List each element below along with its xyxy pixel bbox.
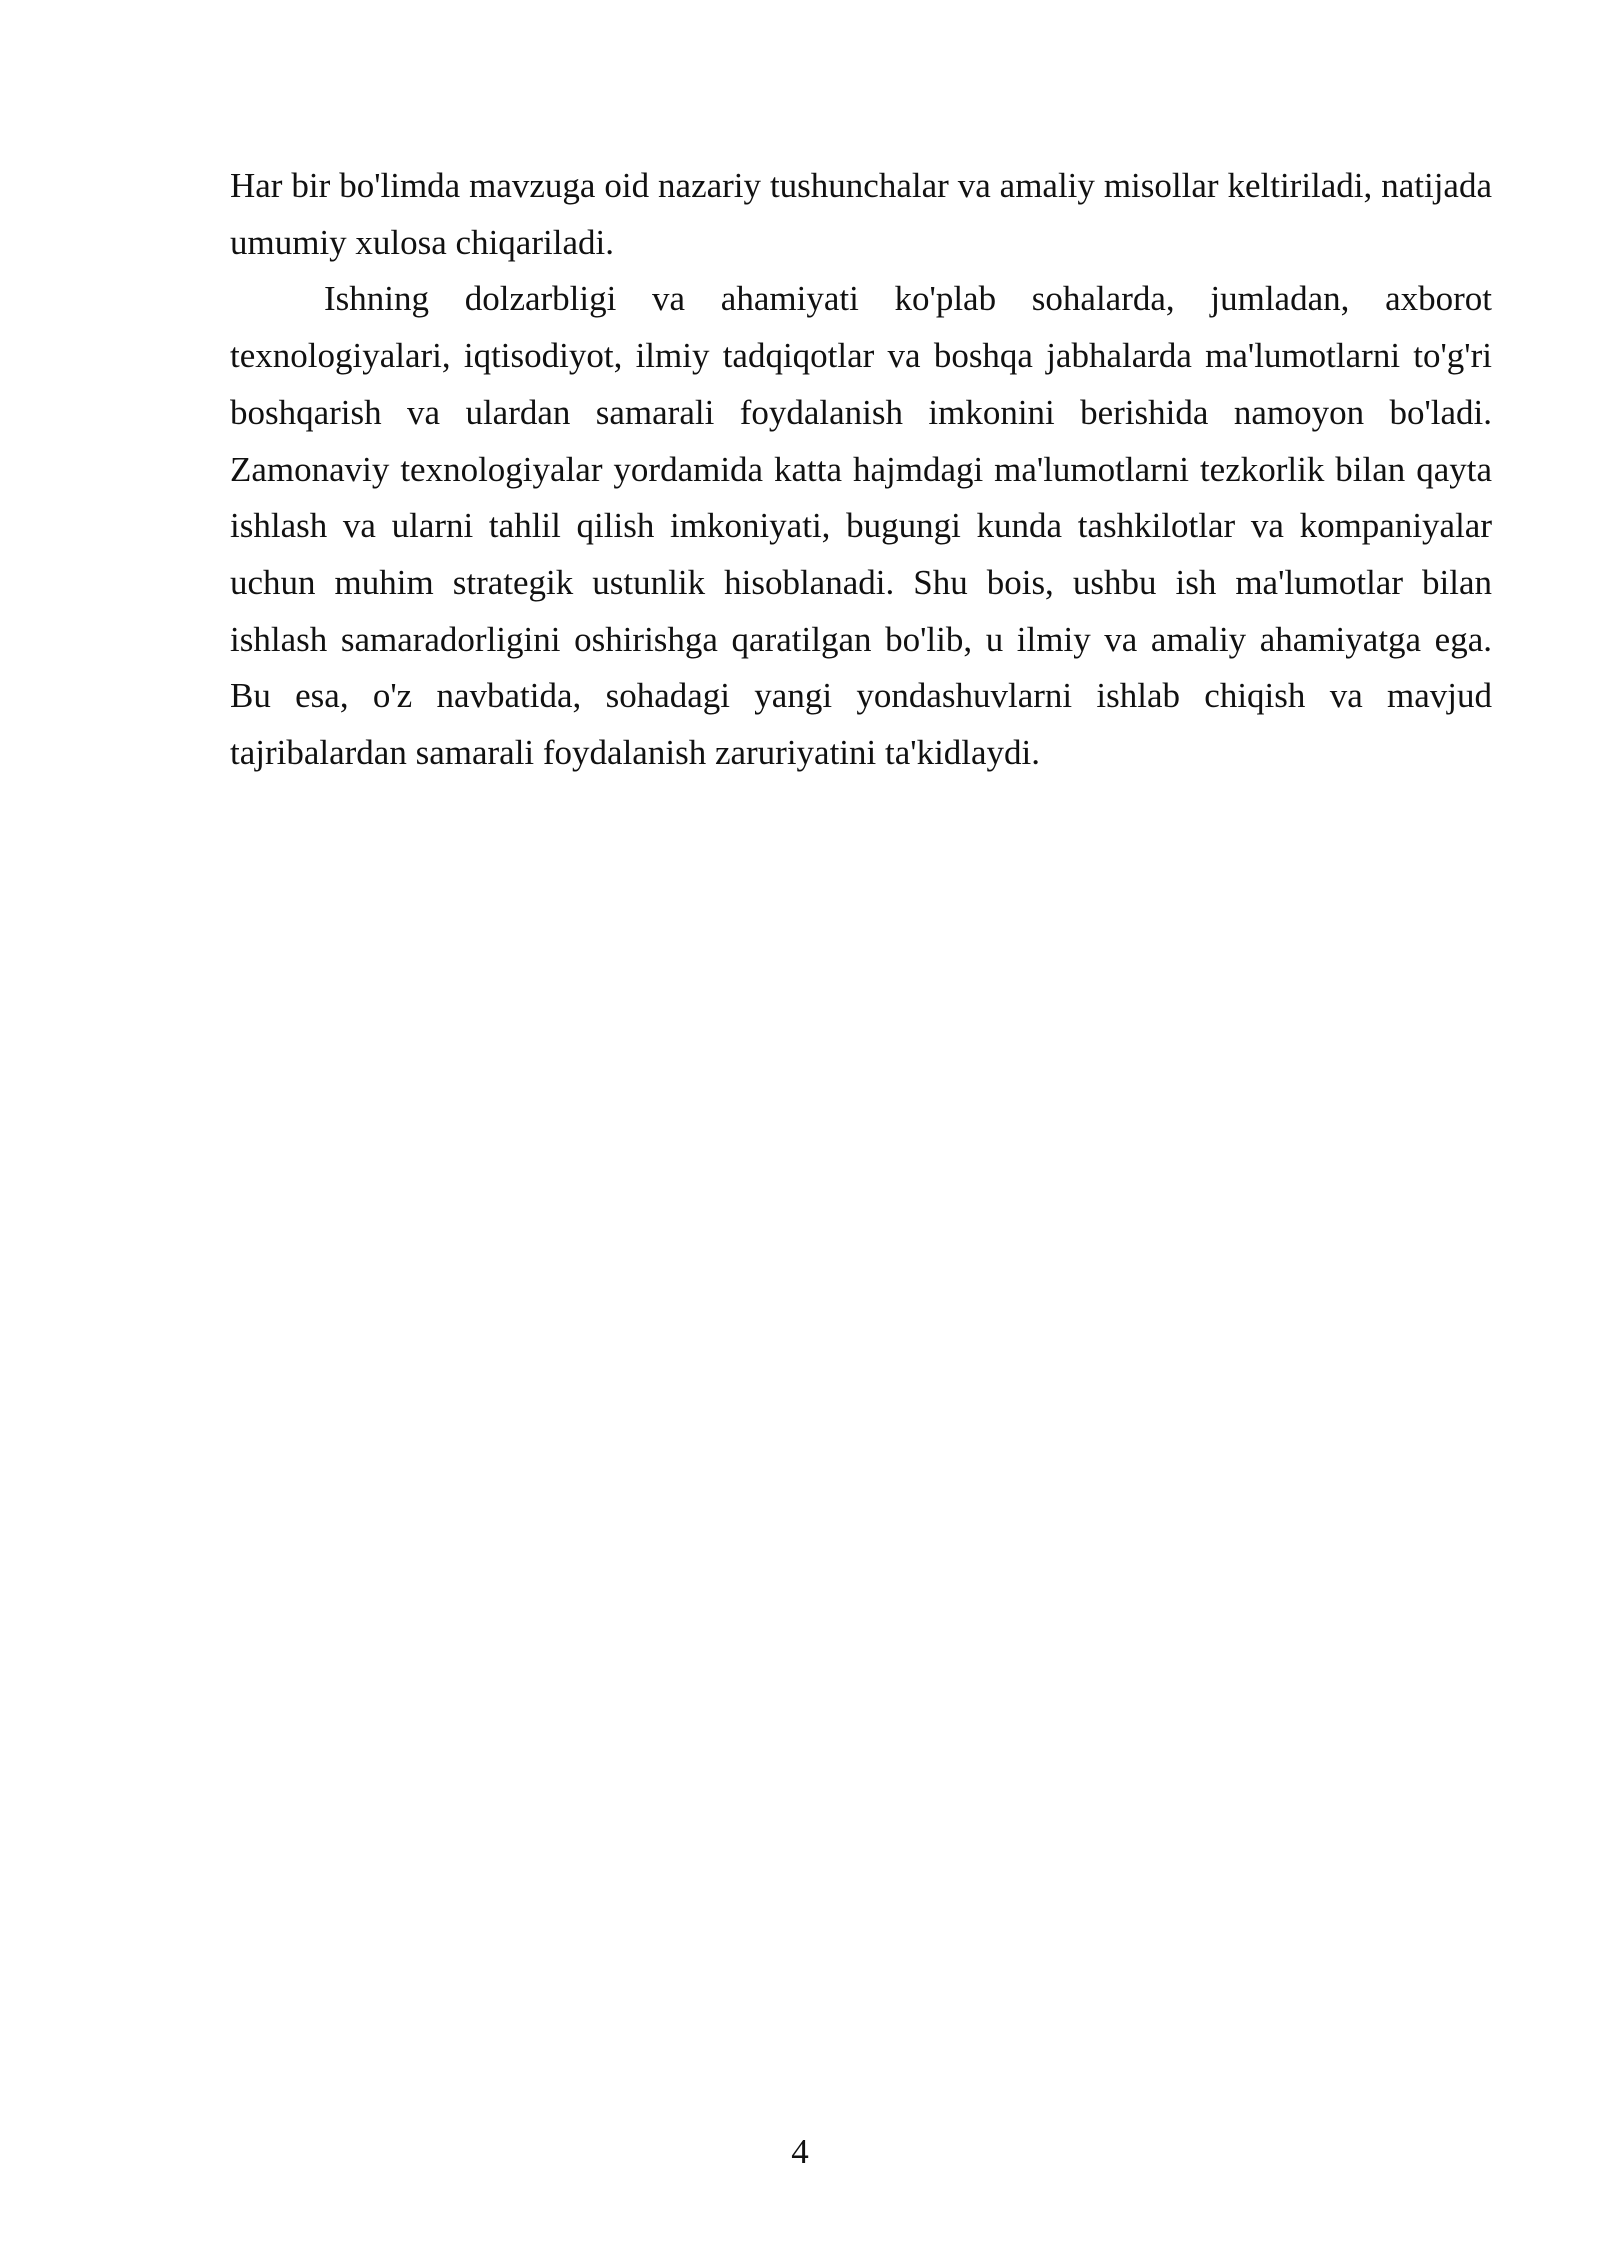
body-text bbox=[230, 158, 1492, 782]
page-number: 4 bbox=[791, 2132, 809, 2171]
paragraph-continuation: Har bir bo'limda mavzuga oid nazariy tushunchalar va amaliy misollar keltiriladi, natijada umumiy xulosa chiqariladi. bbox=[230, 166, 1492, 262]
paragraph-relevance: Ishning dolzarbligi va ahamiyati ko'plab sohalarda, jumladan, axborot texnologiyalari, iqtisodiyot, ilmiy tadqiqotlar va boshqa jabhalarda ma'lumotlarni to'g'ri boshqarish va ulardan samarali foydalanish imkonini berishida namoyon bo'ladi. Zamonaviy texnologiyalar yordamida katta hajmdagi ma'lumotlarni tezkorlik bilan qayta ishlash va ularni tahlil qilish imkoniyati, bugungi kunda tashkilotlar va kompaniyalar uchun muhim strategik ustunlik hisoblanadi. Shu bois, ushbu ish ma'lumotlar bilan ishlash samaradorligini oshirishga qaratilgan bo'lib, u ilmiy va amaliy ahamiyatga ega. Bu esa, o'z navbatida, sohadagi yangi yondashuvlarni ishlab chiqish va mavjud tajribalardan samarali foydalanish zaruriyatini ta'kidlaydi. bbox=[230, 279, 1492, 773]
